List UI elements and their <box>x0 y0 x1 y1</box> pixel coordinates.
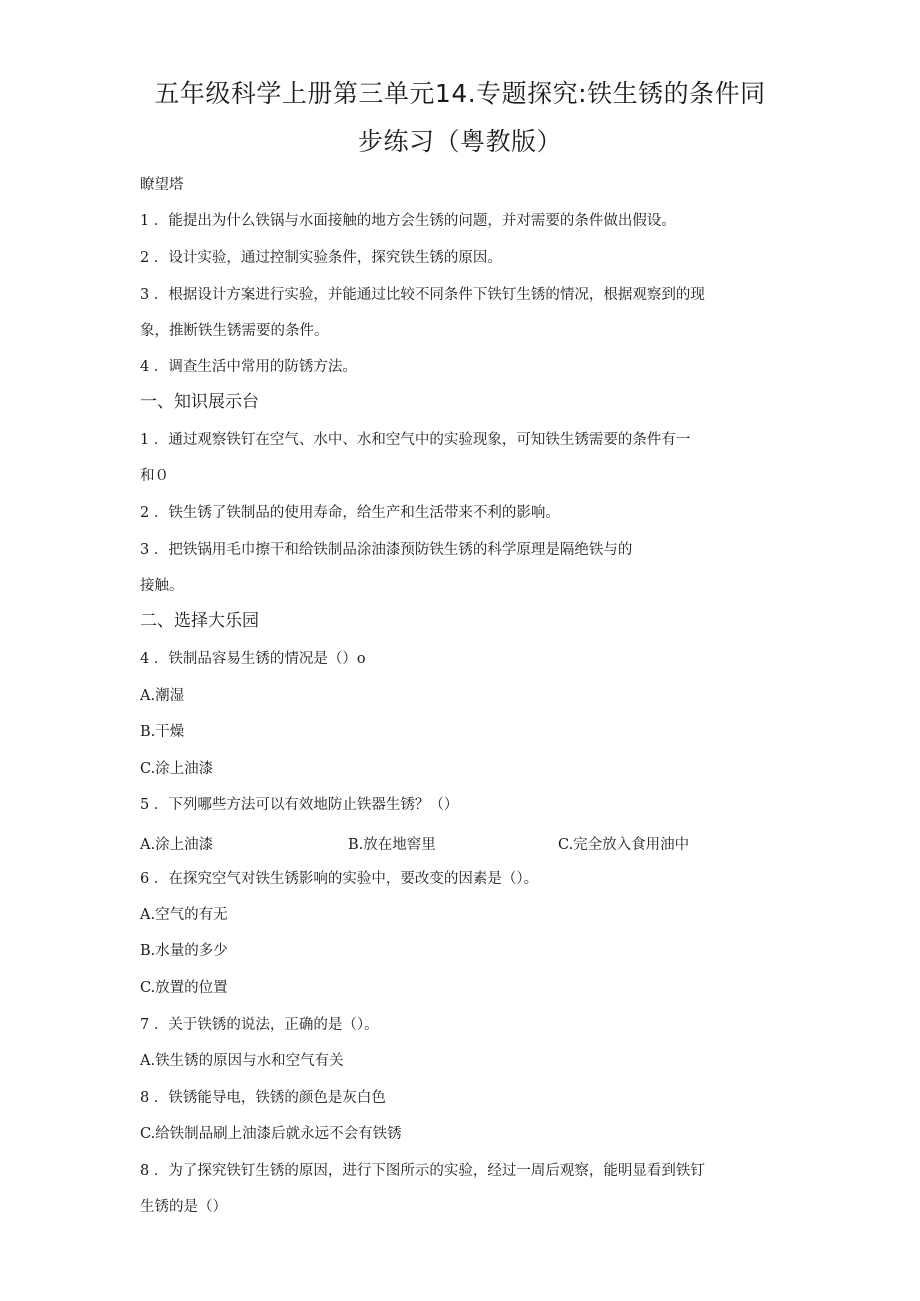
intro-item-1: 1 ．能提出为什么铁锅与水面接触的地方会生锈的问题，并对需要的条件做出假设。 <box>140 213 676 229</box>
question-6-option-a: A.空气的有无 <box>140 907 228 923</box>
question-5-option-b: B.放在地窖里 <box>348 837 436 853</box>
question-5-stem: 5 ．下列哪些方法可以有效地防止铁器生锈？（） <box>140 797 459 813</box>
document-title-line-1: 五年级科学上册第三单元14.专题探究:铁生锈的条件同 <box>154 79 766 108</box>
fill-question-3: 3 ．把铁锅用毛巾擦干和给铁制品涂油漆预防铁生锈的科学原理是隔绝铁与的 <box>140 542 633 558</box>
question-4-option-a: A.潮湿 <box>140 688 185 704</box>
question-8-stem: 8 ．为了探究铁钉生锈的原因，进行下图所示的实验，经过一周后观察，能明显看到铁钉 <box>140 1163 705 1179</box>
question-6-option-b: B.水量的多少 <box>140 943 228 959</box>
intro-item-4: 4 ．调查生活中常用的防锈方法。 <box>140 359 357 375</box>
intro-item-2: 2 ．设计实验，通过控制实验条件，探究铁生锈的原因。 <box>140 250 502 266</box>
question-7-option-b: 8 ．铁锈能导电，铁锈的颜色是灰白色 <box>140 1090 386 1106</box>
question-6-stem: 6 ．在探究空气对铁生锈影响的实验中，要改变的因素是（）。 <box>140 871 539 887</box>
question-5-option-c: C.完全放入食用油中 <box>558 837 690 853</box>
question-4-option-b: B.干燥 <box>140 724 185 740</box>
intro-item-3: 3 ．根据设计方案进行实验，并能通过比较不同条件下铁钉生锈的情况，根据观察到的现 <box>140 287 705 303</box>
fill-question-1: 1 ．通过观察铁钉在空气、水中、水和空气中的实验现象，可知铁生锈需要的条件有一 <box>140 432 691 448</box>
section-2-heading: 二、选择大乐园 <box>140 611 259 631</box>
question-6-option-c: C.放置的位置 <box>140 980 228 996</box>
intro-heading: 瞭望塔 <box>140 177 184 193</box>
question-4-stem: 4 ．铁制品容易生锈的情况是（）o <box>140 651 366 667</box>
section-1-heading: 一、知识展示台 <box>140 392 259 412</box>
question-5-option-a: A.涂上油漆 <box>140 837 214 853</box>
question-7-stem: 7 ．关于铁锈的说法，正确的是（）。 <box>140 1017 379 1033</box>
question-7-option-a: A.铁生锈的原因与水和空气有关 <box>140 1053 344 1069</box>
fill-question-1-cont: 和０ <box>140 468 169 484</box>
question-7-option-c: C.给铁制品刷上油漆后就永远不会有铁锈 <box>140 1126 402 1142</box>
intro-item-3-cont: 象，推断铁生锈需要的条件。 <box>140 323 329 339</box>
question-4-option-c: C.涂上油漆 <box>140 761 214 777</box>
question-8-stem-cont: 生锈的是（） <box>140 1199 227 1215</box>
fill-question-2: 2 ．铁生锈了铁制品的使用寿命，给生产和生活带来不利的影响。 <box>140 505 560 521</box>
fill-question-3-cont: 接触。 <box>140 578 184 594</box>
document-title-line-2: 步练习（粤教版） <box>357 127 562 156</box>
